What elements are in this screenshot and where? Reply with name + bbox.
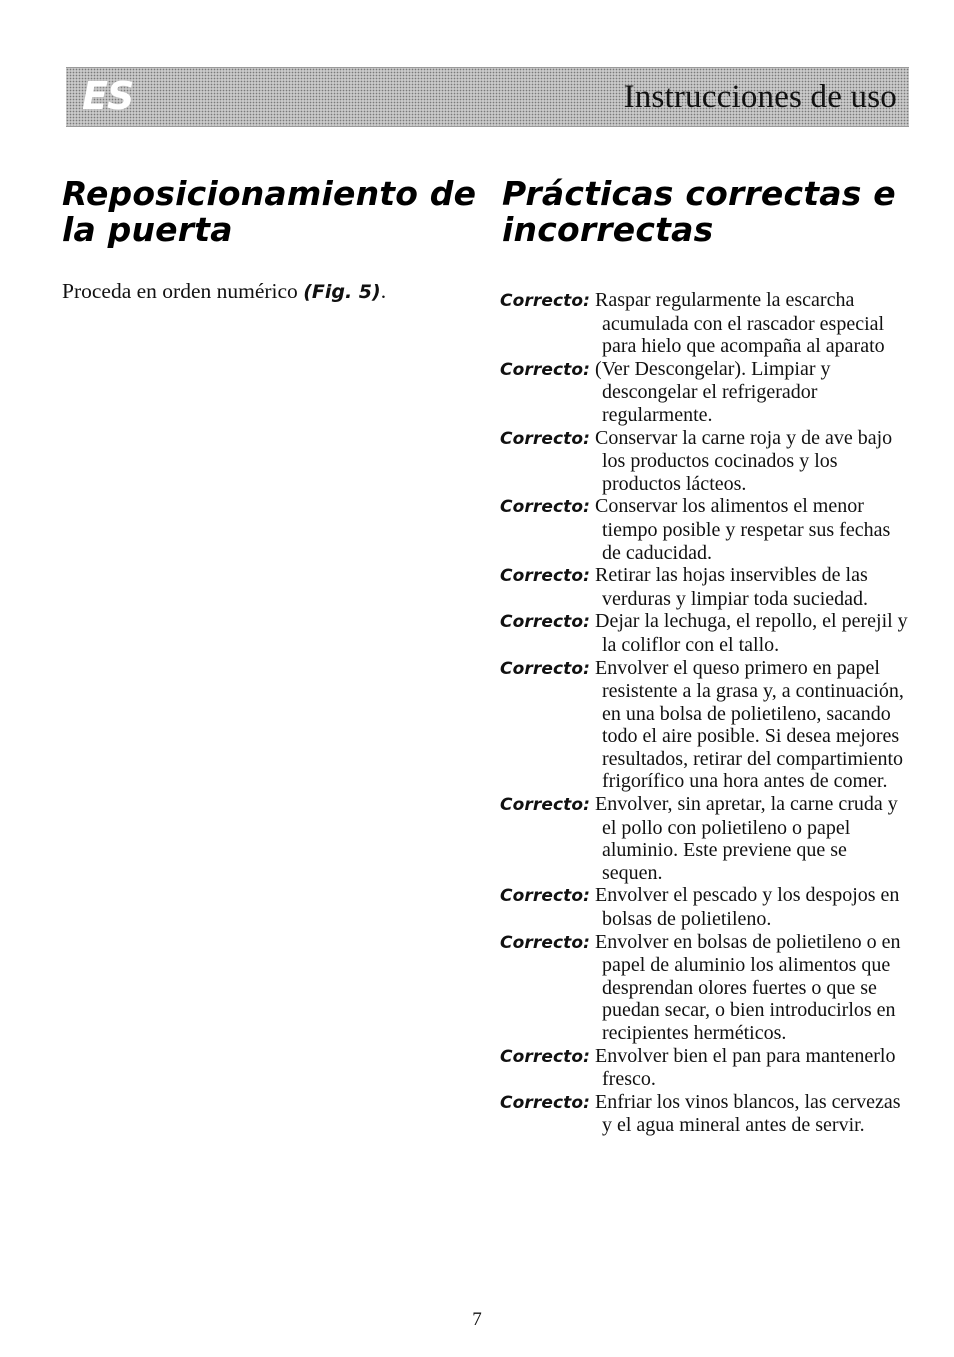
practice-text: Raspar regularmente la escarcha acumulada con el rascador especial para hielo que acompaña al aparato [595,289,885,358]
practice-item [500,427,910,496]
practices-list [500,289,910,1137]
practice-label: Correcto: [500,497,591,518]
practice-text: (Ver Descongelar). Limpiar y descongelar el refrigerador regularmente. [595,357,831,426]
practice-label: Correcto: [500,428,591,449]
practice-text: Enfriar los vinos blancos, las cervezas y el agua mineral antes de servir. [595,1090,901,1137]
practice-item [500,793,910,884]
section-title: Instrucciones de uso [623,79,897,115]
practice-label: Correcto: [500,932,591,953]
practice-label: Correcto: [500,1046,591,1067]
practice-label: Correcto: [500,566,591,587]
door-repositioning-heading: Reposicionamiento de la puerta [62,174,477,249]
practice-label: Correcto: [500,795,591,816]
practice-label: Correcto: [500,886,591,907]
instruction-end: . [380,279,387,303]
practice-item [500,657,910,794]
practice-item [500,289,910,358]
practice-text: Envolver el queso primero en papel resistente a la grasa y, a continuación, en una bolsa de polietileno, sacando todo el aire posible. Si desea mejores resultados, retirar del compartimiento frigorífico una hora antes de comer. [595,656,904,793]
practices-heading: Prácticas correctas e incorrectas [502,174,896,249]
practice-item [500,610,910,656]
language-badge: ES [82,74,134,118]
practice-item [500,884,910,930]
practice-item [500,358,910,427]
practice-label: Correcto: [500,658,591,679]
practice-text: Conservar los alimentos el menor tiempo posible y respetar sus fechas de caducidad. [595,495,891,564]
practice-text: Retirar las hojas inservibles de las verduras y limpiar toda suciedad. [595,564,869,610]
practice-text: Envolver en bolsas de polietileno o en papel de aluminio los alimentos que desprendan olores fuertes o que se puedan secar, o bien introducirlos en recipientes herméticos. [595,930,901,1044]
practice-item [500,1091,910,1137]
practice-label: Correcto: [500,1092,591,1113]
practice-text: Dejar la lechuga, el repollo, el perejil y la coliflor con el tallo. [595,610,908,656]
practice-text: Envolver el pescado y los despojos en bolsas de polietileno. [595,884,900,931]
practice-label: Correcto: [500,612,591,633]
page-number: 7 [472,1309,482,1330]
practice-text: Envolver bien el pan para mantenerlo fresco. [595,1044,896,1091]
header-band [66,67,909,127]
practice-text: Conservar la carne roja y de ave bajo los productos cocinados y los productos lácteos. [595,426,893,495]
instruction-text: Proceda en orden numérico [62,279,298,303]
practice-label: Correcto: [500,359,591,380]
practice-item [500,564,910,610]
practice-item [500,495,910,564]
figure-reference: (Fig. 5) [303,281,381,303]
instruction-paragraph [62,279,386,304]
practice-label: Correcto: [500,291,591,311]
practice-text: Envolver, sin apretar, la carne cruda y el pollo con polietileno o papel aluminio. Este previene que se sequen. [595,793,898,884]
practice-item [500,931,910,1045]
practice-item [500,1045,910,1091]
